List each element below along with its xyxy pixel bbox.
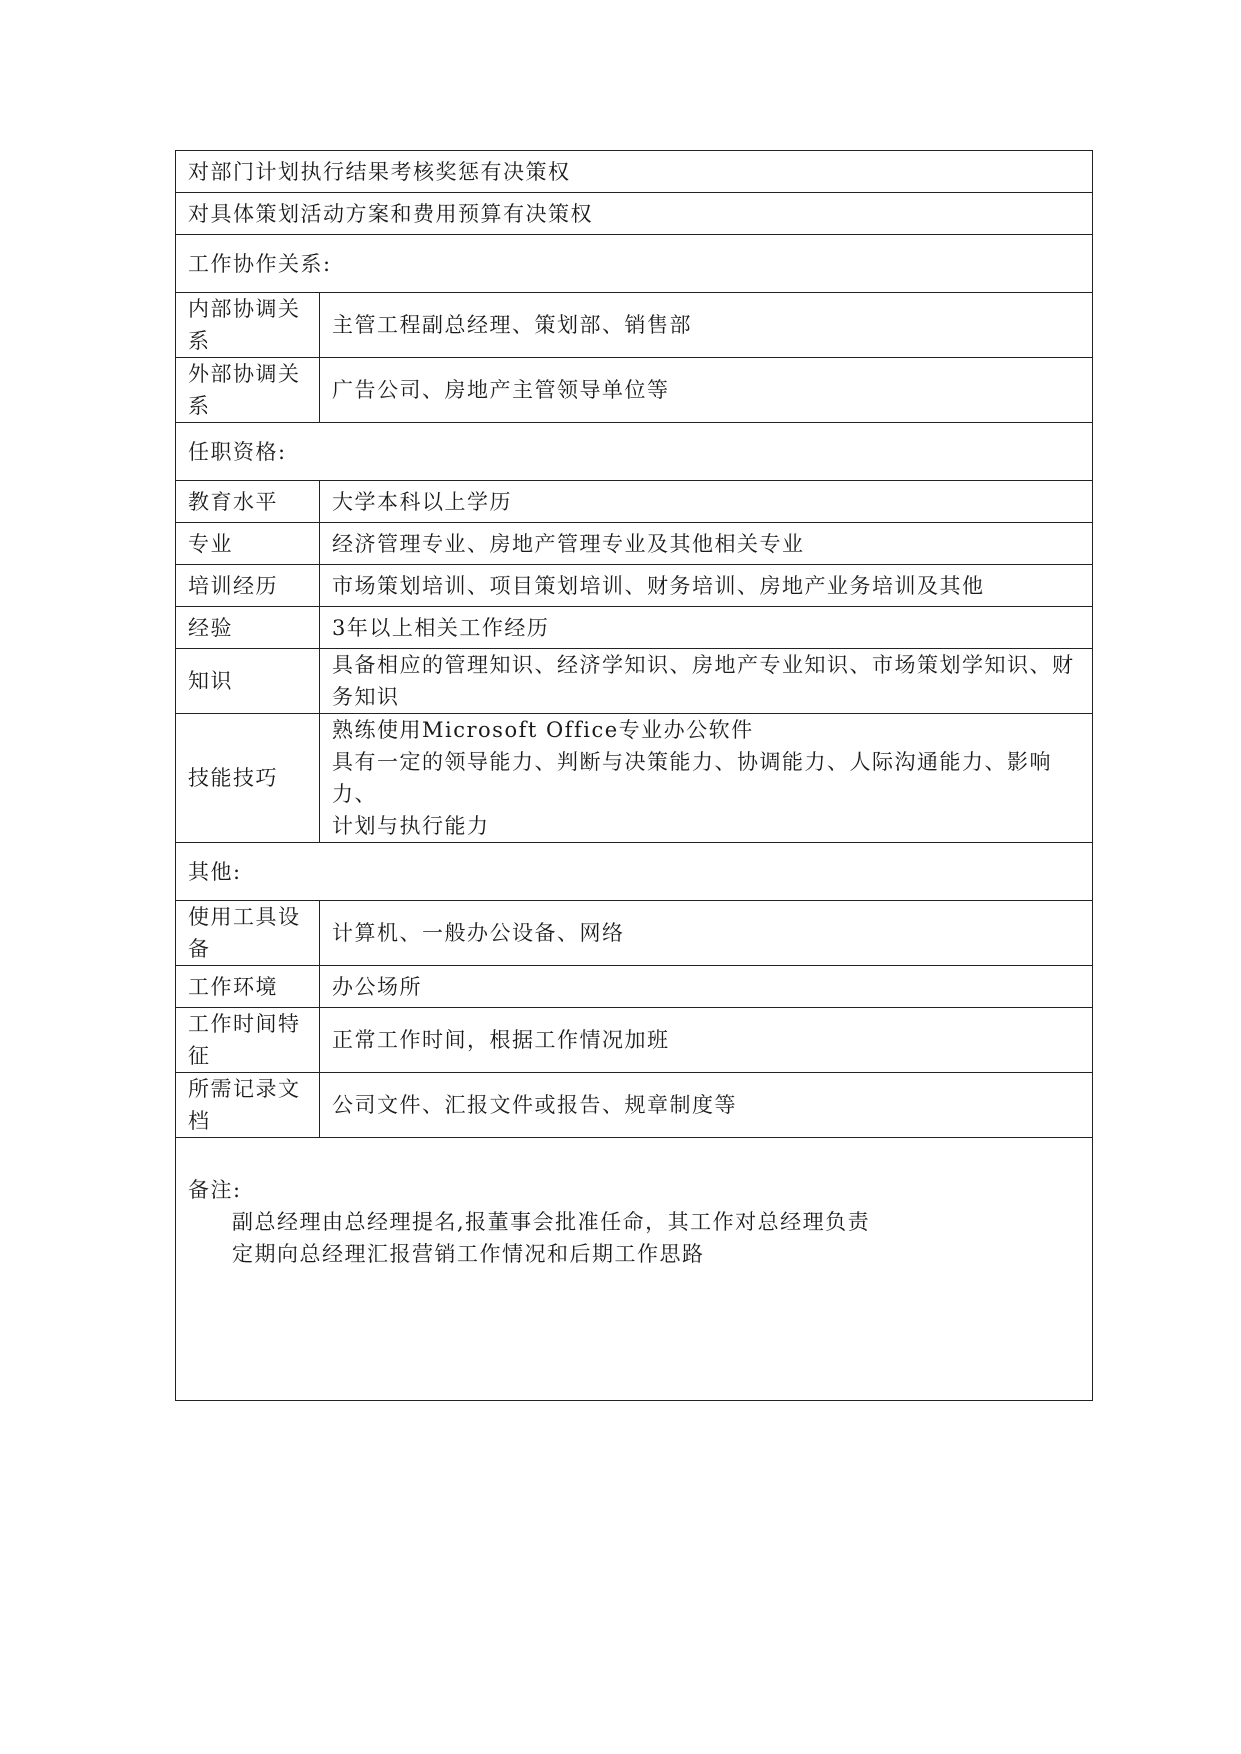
row-value: 市场策划培训、项目策划培训、财务培训、房地产业务培训及其他 (320, 565, 1093, 607)
notes-heading: 备注: (188, 1178, 242, 1202)
section-heading-row (176, 423, 1093, 481)
row-label: 所需记录文档 (176, 1073, 320, 1138)
authority-text: 对具体策划活动方案和费用预算有决策权 (176, 193, 1093, 235)
row-label: 工作环境 (176, 966, 320, 1008)
table-row (176, 714, 1093, 843)
collaboration-heading: 工作协作关系: (176, 235, 1093, 293)
skill-line: 具有一定的领导能力、判断与决策能力、协调能力、人际沟通能力、影响力、 (332, 750, 1052, 806)
knowledge-line: 具备相应的管理知识、经济学知识、房地产专业知识、市场策划学知识、财 (332, 653, 1075, 677)
table-row (176, 293, 1093, 358)
table-row (176, 358, 1093, 423)
row-value (320, 649, 1093, 714)
other-heading: 其他: (176, 843, 1093, 901)
row-value: 正常工作时间，根据工作情况加班 (320, 1008, 1093, 1073)
note-line: 定期向总经理汇报营销工作情况和后期工作思路 (232, 1242, 705, 1266)
job-description-table (175, 150, 1093, 1401)
table-row (176, 607, 1093, 649)
note-line: 副总经理由总经理提名,报董事会批准任命，其工作对总经理负责 (232, 1210, 871, 1234)
notes-cell (176, 1138, 1093, 1401)
table-row (176, 1008, 1093, 1073)
table-row (176, 481, 1093, 523)
table-row (176, 966, 1093, 1008)
row-value: 计算机、一般办公设备、网络 (320, 901, 1093, 966)
row-value: 3年以上相关工作经历 (320, 607, 1093, 649)
authority-row (176, 193, 1093, 235)
row-label: 工作时间特征 (176, 1008, 320, 1073)
table-row (176, 901, 1093, 966)
row-label: 专业 (176, 523, 320, 565)
skill-line: 计划与执行能力 (332, 814, 490, 838)
table-row (176, 565, 1093, 607)
row-label: 经验 (176, 607, 320, 649)
row-label: 技能技巧 (176, 714, 320, 843)
row-value: 大学本科以上学历 (320, 481, 1093, 523)
row-label: 培训经历 (176, 565, 320, 607)
row-value: 广告公司、房地产主管领导单位等 (320, 358, 1093, 423)
qualifications-heading: 任职资格: (176, 423, 1093, 481)
skill-line: 熟练使用Microsoft Office专业办公软件 (332, 718, 754, 742)
authority-row (176, 151, 1093, 193)
row-label: 使用工具设备 (176, 901, 320, 966)
row-value: 主管工程副总经理、策划部、销售部 (320, 293, 1093, 358)
row-value: 公司文件、汇报文件或报告、规章制度等 (320, 1073, 1093, 1138)
table-row (176, 1073, 1093, 1138)
knowledge-line: 务知识 (332, 685, 400, 709)
row-value (320, 714, 1093, 843)
section-heading-row (176, 235, 1093, 293)
row-value: 经济管理专业、房地产管理专业及其他相关专业 (320, 523, 1093, 565)
row-value: 办公场所 (320, 966, 1093, 1008)
row-label: 教育水平 (176, 481, 320, 523)
table-row (176, 649, 1093, 714)
row-label: 外部协调关系 (176, 358, 320, 423)
table-row (176, 523, 1093, 565)
row-label: 内部协调关系 (176, 293, 320, 358)
section-heading-row (176, 843, 1093, 901)
notes-row (176, 1138, 1093, 1401)
row-label: 知识 (176, 649, 320, 714)
authority-text: 对部门计划执行结果考核奖惩有决策权 (176, 151, 1093, 193)
